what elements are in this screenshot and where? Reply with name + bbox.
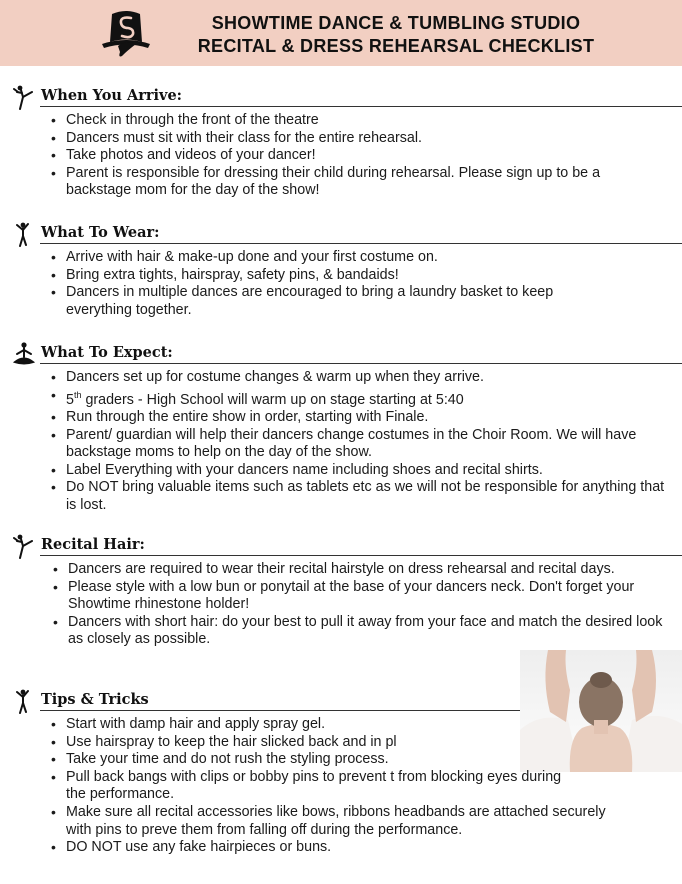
divider [40,710,520,711]
dancer-arabesque-icon [12,84,36,110]
checklist [48,369,668,515]
dancer-arabesque-icon [12,533,36,559]
list-item: • Parent/ guardian will help their dancers change costumes in the Choir Room. We will have backstage moms to help on the day of the show. [48,427,668,462]
list-item: • Please style with a low bun or ponytail at the base of your dancers neck. Don't forget your Showtime rhinestone holder! [50,579,668,614]
list-item: • Take photos and videos of your dancer! [48,147,668,165]
divider [40,555,682,556]
list-item: • Run through the entire show in order, starting with Finale. [48,409,668,427]
checklist [48,716,668,857]
list-item: • Arrive with hair & make-up done and your first costume on. [48,249,668,267]
list-item: • Parent is responsible for dressing their child during rehearsal. Please sign up to be a backstage mom for the day of the show! [48,165,668,200]
section-title: What To Wear: [41,224,160,241]
checklist [50,561,668,649]
meditation-icon [12,341,36,367]
checklist [48,112,668,200]
dancer-pose-icon [12,221,36,247]
list-item: • Dancers must sit with their class for the entire rehearsal. [48,130,668,148]
divider [40,243,682,244]
list-item: • Do NOT bring valuable items such as tablets etc as we will not be responsible for anything that is lost. [48,479,668,514]
list-item: • Start with damp hair and apply spray gel. [48,716,668,734]
list-item: • Dancers with short hair: do your best to pull it away from your face and match the desired look as closely as possible. [50,614,668,649]
list-item: • Check in through the front of the theatre [48,112,668,130]
list-item: • Dancers are required to wear their recital hairstyle on dress rehearsal and recital days. [50,561,668,579]
list-item: • Pull back bangs with clips or bobby pins to prevent t from blocking eyes during the performance. [48,769,668,804]
list-item: • 5th graders - High School will warm up on stage starting at 5:40 [48,387,668,409]
section-title: Tips & Tricks [41,691,149,708]
checklist [48,249,668,319]
divider [40,106,682,107]
divider [40,363,682,364]
list-item: • Dancers set up for costume changes & warm up when they arrive. [48,369,668,387]
list-item: • Take your time and do not rush the styling process. [48,751,668,769]
dancer-pose-icon [12,688,36,714]
section-title: Recital Hair: [41,536,145,553]
list-item: • Make sure all recital accessories like bows, ribbons headbands are attached securely with pins to preve them from falling off during the performance. [48,804,668,839]
list-item: • Dancers in multiple dances are encouraged to bring a laundry basket to keep everything together. [48,284,668,319]
studio-title: SHOWTIME DANCE & TUMBLING STUDIO [211,13,581,33]
section-title: When You Arrive: [41,87,183,104]
header-banner [0,0,682,66]
list-item: • Label Everything with your dancers name including shoes and recital shirts. [48,462,668,480]
list-item: • DO NOT use any fake hairpieces or buns. [48,839,668,857]
list-item: • Use hairspray to keep the hair slicked back and in pl [48,734,668,752]
section-title: What To Expect: [41,344,173,361]
list-item: • Bring extra tights, hairspray, safety pins, & bandaids! [48,267,668,285]
checklist-title: RECITAL & DRESS REHEARSAL CHECKLIST [197,36,595,56]
